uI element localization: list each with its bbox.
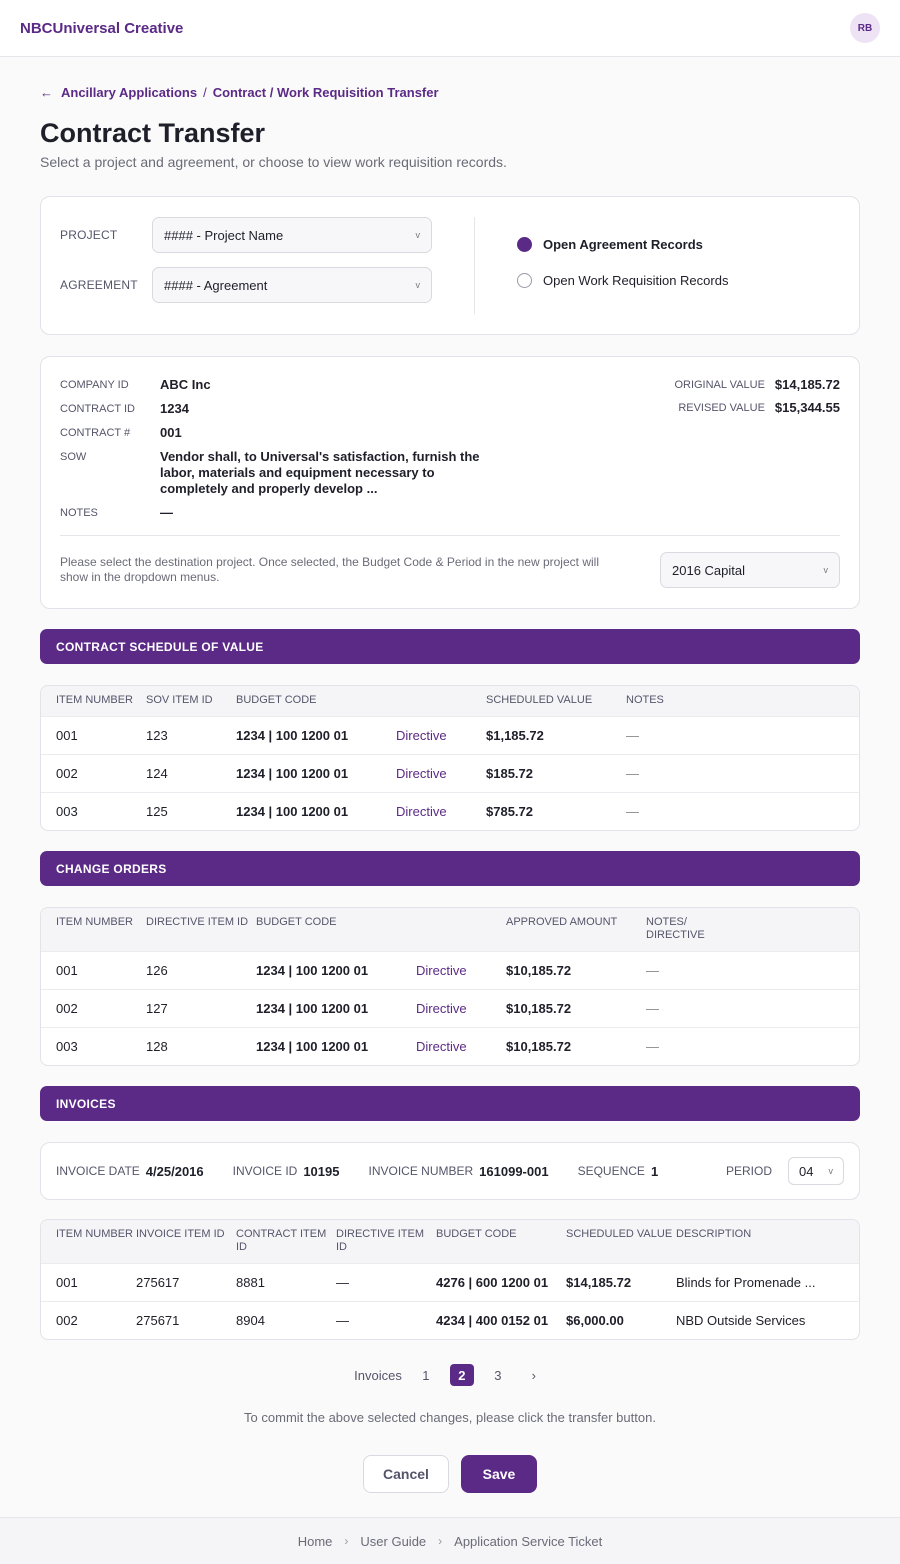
invoice-date-label: INVOICE DATE bbox=[56, 1164, 140, 1178]
footer-link-service-ticket[interactable]: Application Service Ticket bbox=[454, 1533, 603, 1549]
directive-item-id: 128 bbox=[146, 1039, 168, 1054]
table-row[interactable] bbox=[41, 1027, 859, 1065]
directive-link[interactable]: Directive bbox=[396, 728, 447, 743]
column-header: ITEM NUMBER bbox=[56, 694, 133, 706]
approved-amount: $10,185.72 bbox=[506, 963, 572, 978]
sow-value: Vendor shall, to Universal's satisfaction, furnish the labor, materials and equipment necessary to completely and properly develop ... bbox=[160, 449, 480, 496]
notes: — bbox=[646, 1001, 659, 1016]
column-header: SOV ITEM ID bbox=[146, 694, 213, 706]
contract-id-row bbox=[60, 401, 490, 417]
budget-code: 1234 | 100 1200 01 bbox=[236, 804, 349, 819]
invoice-number-label: INVOICE NUMBER bbox=[368, 1164, 474, 1178]
table-header bbox=[41, 1220, 859, 1263]
agreement-field bbox=[60, 267, 432, 303]
scheduled-value: $6,000.00 bbox=[566, 1313, 624, 1328]
contract-info-card bbox=[40, 356, 860, 609]
radio-open-agreement-records[interactable] bbox=[517, 235, 728, 253]
table-row[interactable] bbox=[41, 1301, 859, 1339]
contract-number-label: CONTRACT # bbox=[60, 427, 131, 439]
contract-details bbox=[60, 377, 490, 529]
brand-logo[interactable]: NBCUniversal Creative bbox=[20, 19, 184, 37]
company-id-value: ABC Inc bbox=[160, 377, 211, 392]
directive-item-id: 127 bbox=[146, 1001, 168, 1016]
back-arrow-icon[interactable]: ← bbox=[40, 85, 53, 100]
breadcrumb-parent-link[interactable]: Ancillary Applications bbox=[61, 85, 198, 100]
cancel-button[interactable]: Cancel bbox=[363, 1455, 449, 1493]
item-number: 002 bbox=[56, 766, 78, 781]
directive-link[interactable]: Directive bbox=[416, 1001, 467, 1016]
top-bar bbox=[0, 0, 900, 57]
destination-project-select[interactable] bbox=[660, 552, 840, 588]
save-button[interactable]: Save bbox=[461, 1455, 537, 1493]
item-number: 001 bbox=[56, 1275, 78, 1290]
period-field bbox=[726, 1157, 844, 1185]
scheduled-value: $185.72 bbox=[486, 766, 533, 781]
column-header: ITEM NUMBER bbox=[56, 916, 133, 928]
chevron-down-icon: v bbox=[828, 1166, 833, 1176]
contract-number-row bbox=[60, 425, 490, 441]
notes-value: — bbox=[160, 505, 173, 520]
invoice-date: 4/25/2016 bbox=[145, 1163, 204, 1179]
contract-number-value: 001 bbox=[160, 425, 182, 440]
page-1-button[interactable]: 1 bbox=[422, 1367, 430, 1383]
period-label: PERIOD bbox=[725, 1164, 772, 1178]
next-page-icon[interactable]: › bbox=[531, 1367, 537, 1383]
approved-amount: $10,185.72 bbox=[506, 1039, 572, 1054]
period-select[interactable] bbox=[788, 1157, 844, 1185]
radio-label: Open Work Requisition Records bbox=[543, 272, 729, 288]
sow-label: SOW bbox=[60, 451, 87, 463]
scheduled-value: $1,185.72 bbox=[486, 728, 544, 743]
original-value: $14,185.72 bbox=[774, 377, 840, 392]
table-row[interactable] bbox=[41, 716, 859, 754]
footer-link-home[interactable]: Home bbox=[297, 1533, 333, 1549]
breadcrumb bbox=[40, 85, 860, 100]
change-orders-section-header: CHANGE ORDERS bbox=[40, 851, 860, 886]
contract-id-value: 1234 bbox=[160, 401, 189, 416]
divider bbox=[60, 535, 840, 536]
main-content bbox=[0, 85, 900, 1493]
page-title: Contract Transfer bbox=[40, 118, 266, 148]
sow-row bbox=[60, 449, 490, 497]
column-header: DESCRIPTION bbox=[676, 1228, 752, 1240]
original-value-label: ORIGINAL VALUE bbox=[674, 378, 765, 391]
agreement-label: AGREEMENT bbox=[60, 278, 138, 292]
column-header: APPROVED AMOUNT bbox=[506, 916, 618, 928]
page-3-button[interactable]: 3 bbox=[494, 1367, 502, 1383]
directive-link[interactable]: Directive bbox=[396, 766, 447, 781]
destination-instructions: Please select the destination project. Once selected, the Budget Code & Period in the new project will show in the dropdown menus. bbox=[60, 555, 599, 584]
budget-code: 1234 | 100 1200 01 bbox=[256, 963, 369, 978]
column-header: DIRECTIVE ITEM ID bbox=[146, 916, 249, 928]
chevron-down-icon: v bbox=[415, 280, 420, 290]
revised-value-row bbox=[674, 400, 840, 415]
table-header bbox=[41, 686, 859, 716]
directive-item-id: 126 bbox=[146, 963, 168, 978]
table-row[interactable] bbox=[41, 951, 859, 989]
column-header: NOTES bbox=[626, 694, 664, 706]
budget-code: 4276 | 600 1200 01 bbox=[436, 1275, 549, 1290]
contract-values bbox=[674, 377, 840, 529]
notes: — bbox=[626, 804, 639, 819]
notes: — bbox=[646, 963, 659, 978]
invoice-summary bbox=[40, 1142, 860, 1200]
table-header bbox=[41, 908, 859, 951]
form-actions bbox=[40, 1455, 860, 1493]
selector-fields bbox=[60, 217, 475, 314]
invoice-items-table bbox=[40, 1219, 860, 1340]
chevron-down-icon: v bbox=[823, 565, 828, 575]
column-header bbox=[396, 694, 486, 716]
item-number: 002 bbox=[56, 1313, 78, 1328]
revised-value: $15,344.55 bbox=[774, 400, 840, 415]
chevron-down-icon: v bbox=[415, 230, 420, 240]
description: Blinds for Promenade ... bbox=[676, 1275, 816, 1290]
directive-link[interactable]: Directive bbox=[396, 804, 447, 819]
invoice-number: 161099-001 bbox=[479, 1163, 549, 1179]
invoices-section-header: INVOICES bbox=[40, 1086, 860, 1121]
item-number: 002 bbox=[56, 1001, 78, 1016]
project-field bbox=[60, 217, 432, 253]
description: NBD Outside Services bbox=[676, 1313, 806, 1328]
sov-item-id: 125 bbox=[146, 804, 168, 819]
company-id-row bbox=[60, 377, 490, 393]
table-row[interactable] bbox=[41, 989, 859, 1027]
invoice-item-id: 275617 bbox=[136, 1275, 180, 1290]
commit-message: To commit the above selected changes, please click the transfer button. bbox=[244, 1410, 656, 1425]
sov-item-id: 123 bbox=[146, 728, 168, 743]
period-value: 04 bbox=[799, 1163, 814, 1179]
notes: — bbox=[626, 728, 639, 743]
project-select-value: #### - Project Name bbox=[164, 227, 284, 243]
breadcrumb-current[interactable]: Contract / Work Requisition Transfer bbox=[212, 85, 439, 100]
budget-code: 1234 | 100 1200 01 bbox=[256, 1001, 369, 1016]
radio-unselected-icon[interactable] bbox=[517, 273, 532, 288]
notes-label: NOTES bbox=[60, 507, 98, 519]
destination-row bbox=[60, 552, 840, 588]
contract-item-id: 8904 bbox=[236, 1313, 265, 1328]
budget-code: 1234 | 100 1200 01 bbox=[236, 728, 349, 743]
sov-item-id: 124 bbox=[146, 766, 168, 781]
invoice-id-label: INVOICE ID bbox=[232, 1164, 298, 1178]
directive-link[interactable]: Directive bbox=[416, 963, 467, 978]
scheduled-value: $785.72 bbox=[486, 804, 533, 819]
invoice-item-id: 275671 bbox=[136, 1313, 180, 1328]
destination-project-value: 2016 Capital bbox=[672, 562, 745, 578]
table-row[interactable] bbox=[41, 754, 859, 792]
agreement-select-value: #### - Agreement bbox=[164, 277, 268, 293]
footer bbox=[0, 1517, 900, 1564]
budget-code: 1234 | 100 1200 01 bbox=[256, 1039, 369, 1054]
project-label: PROJECT bbox=[60, 228, 118, 242]
radio-selected-icon[interactable] bbox=[517, 237, 532, 252]
record-selector-card bbox=[40, 196, 860, 335]
user-avatar[interactable]: RB bbox=[850, 13, 880, 43]
radio-label: Open Agreement Records bbox=[543, 236, 703, 252]
table-row[interactable] bbox=[41, 1263, 859, 1301]
invoice-id: 10195 bbox=[303, 1163, 340, 1179]
project-select[interactable] bbox=[152, 217, 432, 253]
directive-link[interactable]: Directive bbox=[416, 1039, 467, 1054]
approved-amount: $10,185.72 bbox=[506, 1001, 572, 1016]
contract-id-label: CONTRACT ID bbox=[60, 403, 135, 415]
item-number: 003 bbox=[56, 804, 78, 819]
column-header: BUDGET CODE bbox=[256, 916, 337, 928]
pagination-label: Invoices bbox=[354, 1367, 402, 1383]
column-header bbox=[416, 916, 506, 951]
column-header: BUDGET CODE bbox=[436, 1228, 517, 1240]
radio-open-work-requisition-records[interactable] bbox=[517, 271, 728, 289]
column-header: ITEM NUMBER bbox=[56, 1228, 133, 1240]
item-number: 001 bbox=[56, 963, 78, 978]
item-number: 003 bbox=[56, 1039, 78, 1054]
item-number: 001 bbox=[56, 728, 78, 743]
notes-row bbox=[60, 505, 490, 521]
sequence: 1 bbox=[650, 1163, 659, 1179]
scheduled-value: $14,185.72 bbox=[566, 1275, 632, 1290]
footer-link-user-guide[interactable]: User Guide bbox=[360, 1533, 427, 1549]
original-value-row bbox=[674, 377, 840, 392]
page-subtitle: Select a project and agreement, or choose to view work requisition records. bbox=[40, 154, 507, 170]
page-2-button[interactable]: 2 bbox=[450, 1364, 474, 1386]
column-header: SCHEDULED VALUE bbox=[566, 1228, 673, 1240]
notes: — bbox=[646, 1039, 659, 1054]
column-header: CONTRACT ITEM ID bbox=[236, 1228, 327, 1253]
contract-item-id: 8881 bbox=[236, 1275, 265, 1290]
directive-item-id: — bbox=[336, 1275, 349, 1290]
directive-item-id: — bbox=[336, 1313, 349, 1328]
company-id-label: COMPANY ID bbox=[60, 379, 129, 391]
record-type-radios bbox=[475, 217, 728, 314]
sequence-label: SEQUENCE bbox=[577, 1164, 645, 1178]
column-header: INVOICE ITEM ID bbox=[136, 1228, 225, 1240]
sov-section-header: CONTRACT SCHEDULE OF VALUE bbox=[40, 629, 860, 664]
notes: — bbox=[626, 766, 639, 781]
footer-separator: › bbox=[438, 1534, 443, 1548]
table-row[interactable] bbox=[41, 792, 859, 830]
contract-info-top bbox=[60, 377, 840, 529]
budget-code: 1234 | 100 1200 01 bbox=[236, 766, 349, 781]
footer-separator: › bbox=[344, 1534, 349, 1548]
budget-code: 4234 | 400 0152 01 bbox=[436, 1313, 549, 1328]
change-orders-table bbox=[40, 907, 860, 1066]
breadcrumb-separator: / bbox=[203, 85, 207, 100]
invoice-pagination bbox=[40, 1364, 860, 1386]
agreement-select[interactable] bbox=[152, 267, 432, 303]
column-header: NOTES/ DIRECTIVE bbox=[646, 916, 705, 941]
column-header: DIRECTIVE ITEM ID bbox=[336, 1228, 425, 1253]
sov-table bbox=[40, 685, 860, 831]
column-header: SCHEDULED VALUE bbox=[486, 694, 593, 706]
column-header: BUDGET CODE bbox=[236, 694, 317, 706]
revised-value-label: REVISED VALUE bbox=[678, 401, 765, 414]
